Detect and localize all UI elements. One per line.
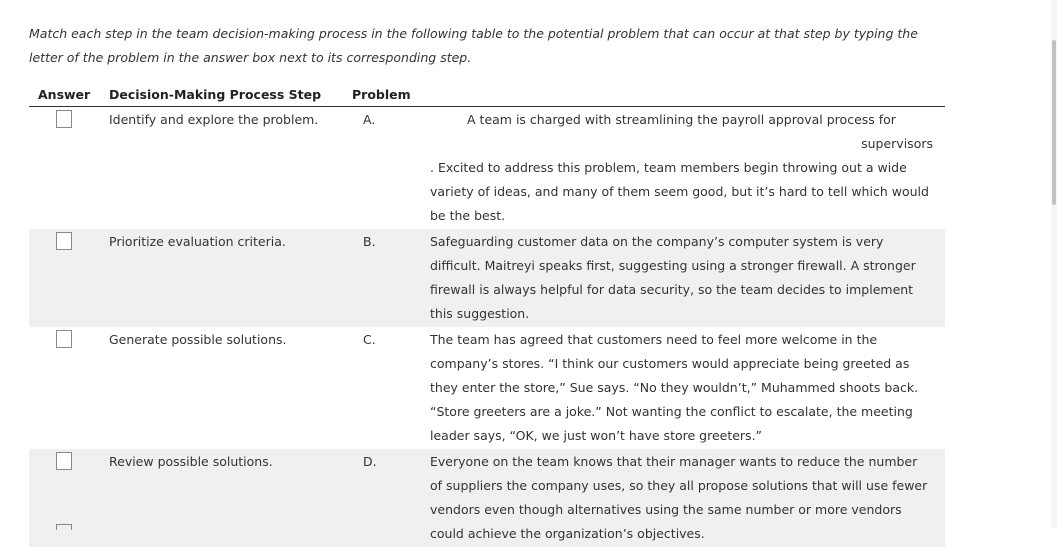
header-answer: Answer [29,82,100,107]
problem-text: Safeguarding customer data on the company’s computer system is very difficult. Maitreyi speaks first, suggesting using a stronger firewall. A stronger firewall is always helpful for data security, so the team decides to implement this suggestion. [428,229,945,327]
problem-text: Everyone on the team knows that their manager wants to reduce the number of suppliers the company uses, so they all propose solutions that will use fewer vendors even though alternatives using the same number or more vendors could achieve the organization’s objectives. [428,449,945,547]
problem-text-line2: supervisors [861,136,933,151]
header-problem: Problem [349,82,428,107]
vertical-scrollbar[interactable] [1051,0,1057,528]
problem-text-rest: . Excited to address this problem, team members begin throwing out a wide variety of ideas, and many of them seem good, but it’s hard to tell which would be the best. [430,160,929,223]
problem-letter: C. [363,332,376,347]
header-problem-text [428,82,945,107]
problem-text: The team has agreed that customers need to feel more welcome in the company’s stores. “I think our customers would appreciate being greeted as they enter the store,” Sue says. “No they wouldn’t,” Muhammed shoots back. “Store greeters are a joke.” Not wanting the conflict to escalate, the meeting leader says, “OK, we just won’t have store greeters.” [430,332,919,443]
step-label: Identify and explore the problem. [109,112,319,127]
table-row [29,107,945,230]
table-row [29,229,945,327]
matching-table [29,82,945,547]
step-label: Prioritize evaluation criteria. [100,229,349,327]
answer-input-1[interactable] [56,110,72,128]
problem-text [428,107,945,230]
answer-input-2[interactable] [56,232,72,250]
table-header-row [29,82,945,107]
answer-input-4[interactable] [56,452,72,470]
table-row [29,449,945,547]
answer-input-5-partial[interactable] [56,524,72,530]
answer-input-3[interactable] [56,330,72,348]
instructions-text: Match each step in the team decision-making process in the following table to the potential problem that can occur at that step by typing the letter of the problem in the answer box next to its corresponding step. [29,26,918,65]
table-row [29,327,945,449]
step-label: Review possible solutions. [100,449,349,547]
scrollbar-thumb[interactable] [1052,40,1056,205]
step-label: Generate possible solutions. [109,332,287,347]
problem-text-line1: A team is charged with streamlining the payroll approval process for [467,112,896,127]
header-step: Decision-Making Process Step [100,82,349,107]
problem-letter: A. [363,112,376,127]
problem-letter: B. [349,229,428,327]
problem-letter: D. [349,449,428,547]
